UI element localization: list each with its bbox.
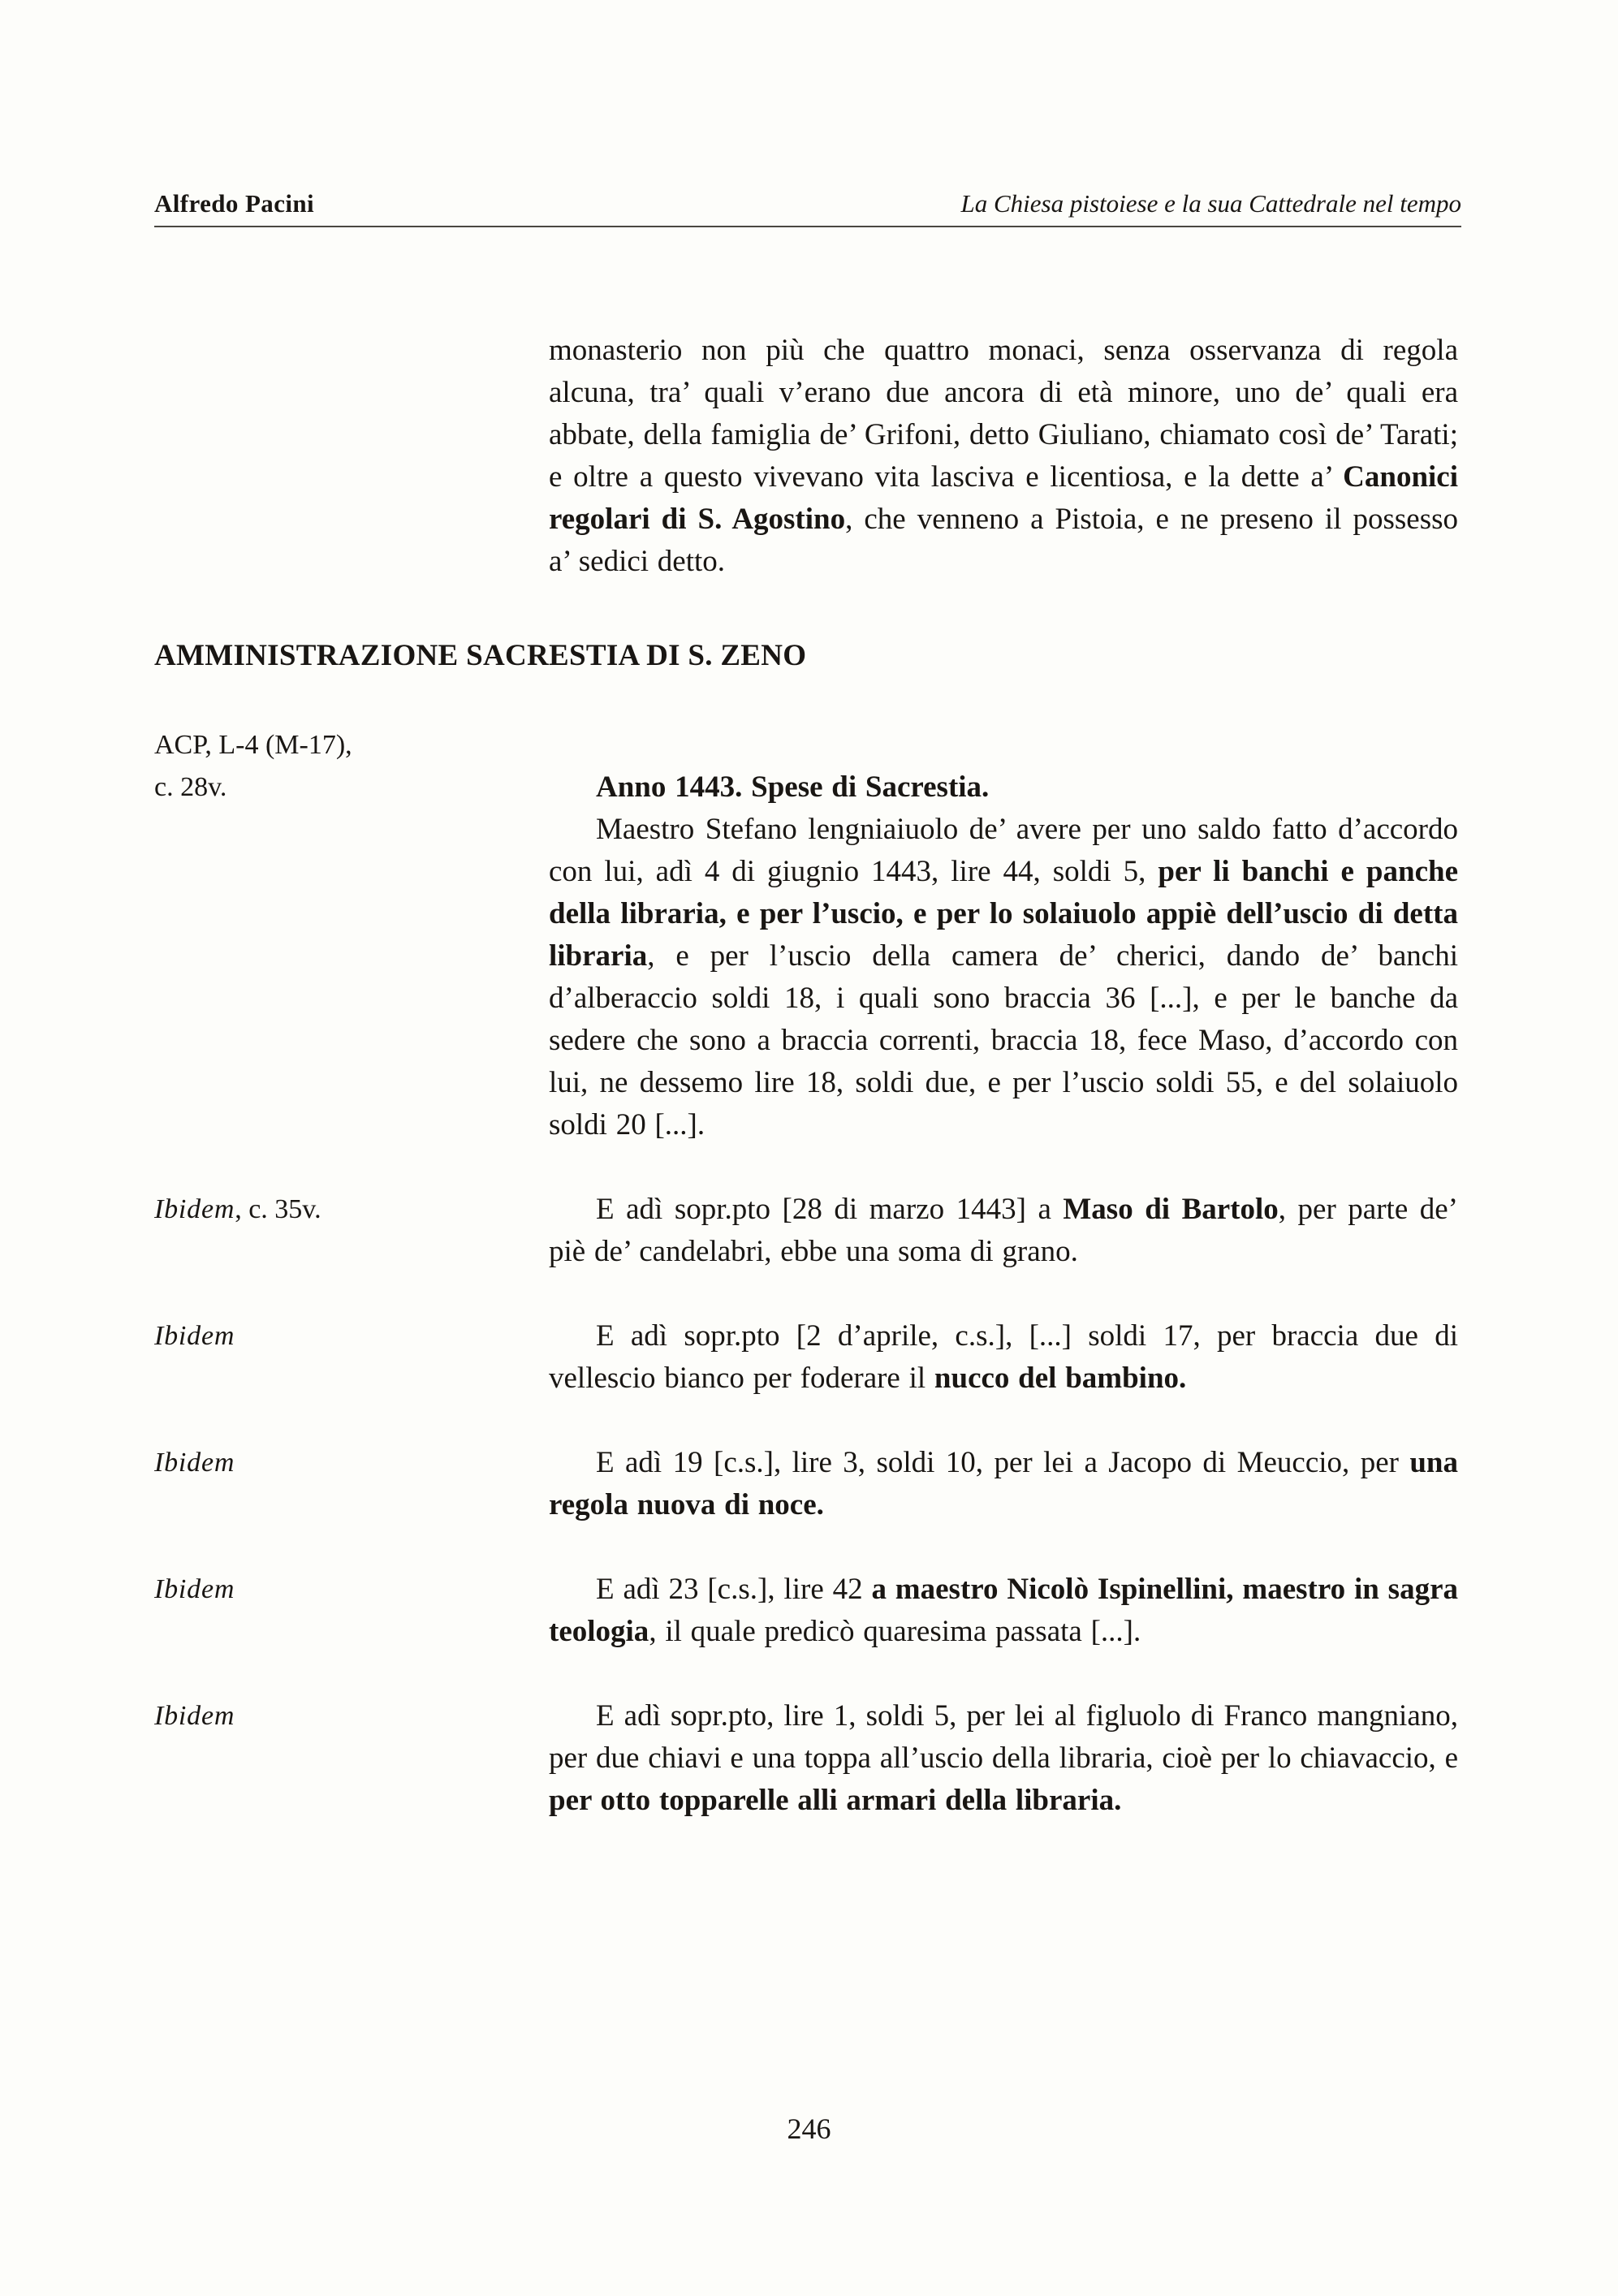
text-run: E adì 23 [c.s.], lire 42 — [596, 1573, 872, 1606]
entry-paragraph — [549, 809, 1458, 1146]
entry-row — [154, 1569, 1461, 1653]
entry-row — [154, 1695, 1461, 1822]
entry-row — [154, 1189, 1461, 1273]
running-head-title: La Chiesa pistoiese e la sua Cattedrale nel tempo — [960, 189, 1461, 218]
margin-note — [154, 724, 549, 1146]
margin-note-line — [154, 1189, 524, 1231]
margin-note — [154, 1442, 549, 1526]
entries — [154, 730, 1461, 1822]
emphasis-italic: Ibidem — [154, 1701, 235, 1731]
entry-paragraph — [549, 1189, 1458, 1273]
section-heading: AMMINISTRAZIONE SACRESTIA DI S. ZENO — [154, 639, 807, 672]
margin-note — [154, 1695, 549, 1822]
emphasis-italic: Ibidem — [154, 1194, 235, 1224]
entry-text — [549, 1189, 1458, 1273]
margin-note-line — [154, 766, 524, 809]
emphasis-bold: per li banchi e panche della libraria, e per l’uscio, e per lo solaiuolo appiè dell’uscio di detta libraria — [549, 855, 1458, 973]
emphasis-italic: Ibidem — [154, 1321, 235, 1351]
text-run: , c. 35v. — [235, 1194, 321, 1224]
text-run: Maestro Stefano lengniaiuolo de’ avere per uno saldo fatto d’accordo con lui, adì 4 di giugnio 1443, lire 44, soldi 5, — [549, 813, 1458, 888]
text-run: , per parte de’ piè de’ candelabri, ebbe una soma di grano. — [549, 1193, 1458, 1268]
entry-row — [154, 730, 1461, 1146]
text-run: , il quale predicò quaresima passata [...]. — [649, 1615, 1141, 1648]
running-head — [154, 188, 1461, 219]
entry-text — [549, 1569, 1458, 1653]
entry-paragraph — [549, 1695, 1458, 1822]
entry-paragraph — [549, 1442, 1458, 1526]
emphasis-bold: Canonici regolari di S. Agostino — [549, 460, 1458, 536]
text-run: , che venneno a Pistoia, e ne preseno il possesso a’ sedici detto. — [549, 503, 1458, 578]
emphasis-bold: nucco del bambino. — [934, 1362, 1187, 1395]
entry-row — [154, 1315, 1461, 1400]
entry-text — [549, 1442, 1458, 1526]
emphasis-italic: Ibidem — [154, 1448, 235, 1478]
emphasis-bold: una regola nuova di noce. — [549, 1446, 1458, 1521]
text-run: E adì 19 [c.s.], lire 3, soldi 10, per lei a Jacopo di Meuccio, per — [596, 1446, 1410, 1479]
margin-note — [154, 1569, 549, 1653]
entry-paragraph — [549, 1569, 1458, 1653]
page-number: 246 — [787, 2113, 831, 2145]
emphasis-italic: Ibidem — [154, 1574, 235, 1604]
entry-row — [154, 1442, 1461, 1526]
text-run: ACP, L-4 (M-17), — [154, 730, 352, 760]
margin-note-line — [154, 1442, 524, 1484]
text-run: , e per l’uscio della camera de’ cherici, dando de’ banchi d’alberaccio soldi 18, i quali sono braccia 36 [...], e per le banche da sedere che sono a braccia correnti, braccia 18, fece Maso, d’accordo con lui, ne dessemo lire 18, soldi due, e per l’uscio soldi 55, e del solaiuolo soldi 20 [...]. — [549, 939, 1458, 1142]
margin-note — [154, 1315, 549, 1400]
entry-text — [549, 1315, 1458, 1400]
text-run: E adì sopr.pto [2 d’aprile, c.s.], [...] soldi 17, per braccia due di vellescio bianco per foderare il — [549, 1319, 1458, 1395]
margin-note-line — [154, 1695, 524, 1737]
intro-paragraph — [549, 330, 1458, 583]
margin-note-line — [154, 1315, 524, 1357]
header-rule — [154, 226, 1461, 227]
entry-paragraph — [549, 1315, 1458, 1400]
margin-note — [154, 1189, 549, 1273]
text-run: c. 28v. — [154, 772, 227, 802]
entry-text — [549, 766, 1458, 1146]
entry-text — [549, 1695, 1458, 1822]
running-head-author: Alfredo Pacini — [154, 189, 315, 218]
text-run: E adì sopr.pto, lire 1, soldi 5, per lei al figluolo di Franco mangniano, per due chiavi e una toppa all’uscio della libraria, cioè per lo chiavaccio, e — [549, 1699, 1458, 1775]
emphasis-bold: a maestro Nicolò Ispinellini, maestro in sagra teologia — [549, 1573, 1458, 1648]
emphasis-bold: Anno 1443. Spese di Sacrestia. — [596, 770, 990, 804]
text-run: monasterio non più che quattro monaci, senza osservanza di regola alcuna, tra’ quali v’erano due ancora di età minore, uno de’ quali era abbate, della famiglia de’ Grifoni, detto Giuliano, chiamato così de’ Tarati; e oltre a questo vivevano vita lasciva e licentiosa, e la dette a’ — [549, 334, 1458, 494]
entry-paragraph — [549, 766, 1458, 809]
margin-note-line — [154, 1569, 524, 1611]
text-run: E adì sopr.pto [28 di marzo 1443] a — [596, 1193, 1064, 1226]
margin-note-line — [154, 724, 524, 766]
emphasis-bold: per otto topparelle alli armari della libraria. — [549, 1784, 1122, 1817]
emphasis-bold: Maso di Bartolo — [1063, 1193, 1279, 1226]
